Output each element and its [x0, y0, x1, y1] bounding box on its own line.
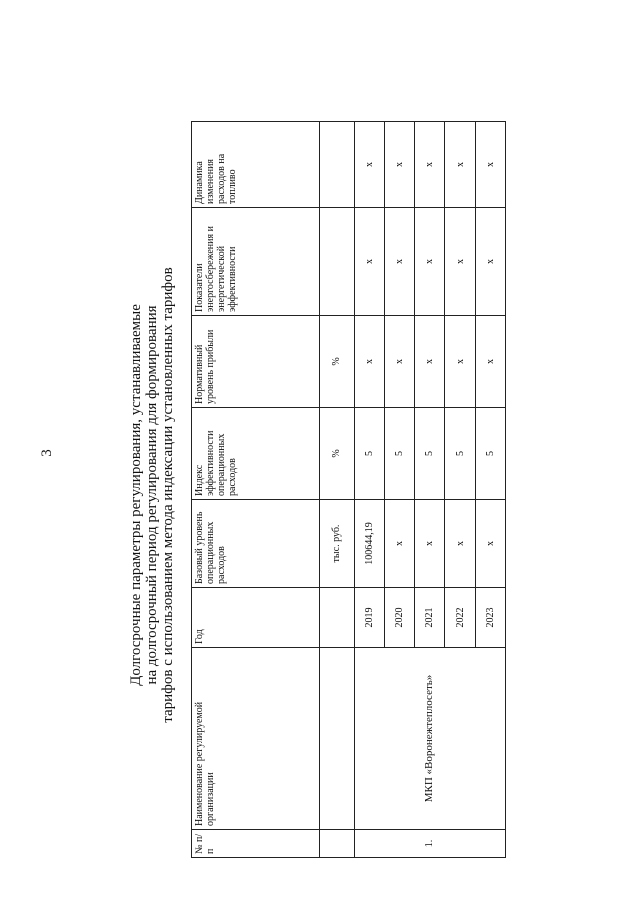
header-num: № п/п	[192, 830, 320, 858]
parameters-table-wrapper	[191, 122, 506, 858]
row-base: 100644,19	[354, 500, 384, 588]
row-profit: x	[445, 316, 475, 408]
unit-index: %	[320, 408, 354, 500]
appendix-reference	[108, 0, 148, 106]
units-year	[320, 588, 354, 648]
title-line-3: тарифов с использованием метода индексации установленных тарифов	[160, 267, 176, 723]
row-fuel: x	[475, 122, 505, 208]
row-profit: x	[354, 316, 384, 408]
row-index: 5	[354, 408, 384, 500]
title-line-2: на долгосрочный период регулирования для формирования	[144, 305, 160, 685]
row-energy: x	[384, 208, 414, 316]
row-base: x	[415, 500, 445, 588]
org-name: МКП «Воронежтеплосеть»	[354, 648, 506, 830]
units-org	[320, 648, 354, 830]
header-base: Базовый уровень операционных расходов	[192, 500, 320, 588]
unit-base: тыс. руб.	[320, 500, 354, 588]
row-profit: x	[415, 316, 445, 408]
row-profit: x	[384, 316, 414, 408]
parameters-table	[191, 121, 506, 858]
row-fuel: x	[415, 122, 445, 208]
row-year: 2021	[415, 588, 445, 648]
header-index: Индекс эффективности операционных расходов	[192, 408, 320, 500]
row-energy: x	[445, 208, 475, 316]
document-title	[128, 120, 176, 870]
page-number: 3	[39, 449, 55, 457]
row-fuel: x	[354, 122, 384, 208]
row-fuel: x	[384, 122, 414, 208]
title-line-1: Долгосрочные параметры регулирования, устанавливаемые	[128, 304, 144, 686]
row-index: 5	[384, 408, 414, 500]
header-profit: Нормативный уровень прибыли	[192, 316, 320, 408]
row-year: 2019	[354, 588, 384, 648]
row-index: 5	[445, 408, 475, 500]
header-row	[192, 122, 320, 858]
header-year: Год	[192, 588, 320, 648]
row-base: x	[445, 500, 475, 588]
row-base: x	[384, 500, 414, 588]
row-energy: x	[475, 208, 505, 316]
row-year: 2023	[475, 588, 505, 648]
header-fuel: Динамика изменения расходов на топливо	[192, 122, 320, 208]
units-row	[320, 122, 354, 858]
row-index: 5	[415, 408, 445, 500]
units-fuel	[320, 122, 354, 208]
header-org: Наименование регулируемой организации	[192, 648, 320, 830]
header-energy: Показатели энергосбережения и энергетической эффективности	[192, 208, 320, 316]
row-energy: x	[415, 208, 445, 316]
row-year: 2020	[384, 588, 414, 648]
row-profit: x	[475, 316, 505, 408]
units-energy	[320, 208, 354, 316]
units-num	[320, 830, 354, 858]
unit-profit: %	[320, 316, 354, 408]
row-year: 2022	[445, 588, 475, 648]
row-energy: x	[354, 208, 384, 316]
row-base: x	[475, 500, 505, 588]
table-row	[354, 122, 384, 858]
org-number: 1.	[354, 830, 506, 858]
rotated-page-body	[128, 120, 528, 870]
row-index: 5	[475, 408, 505, 500]
row-fuel: x	[445, 122, 475, 208]
